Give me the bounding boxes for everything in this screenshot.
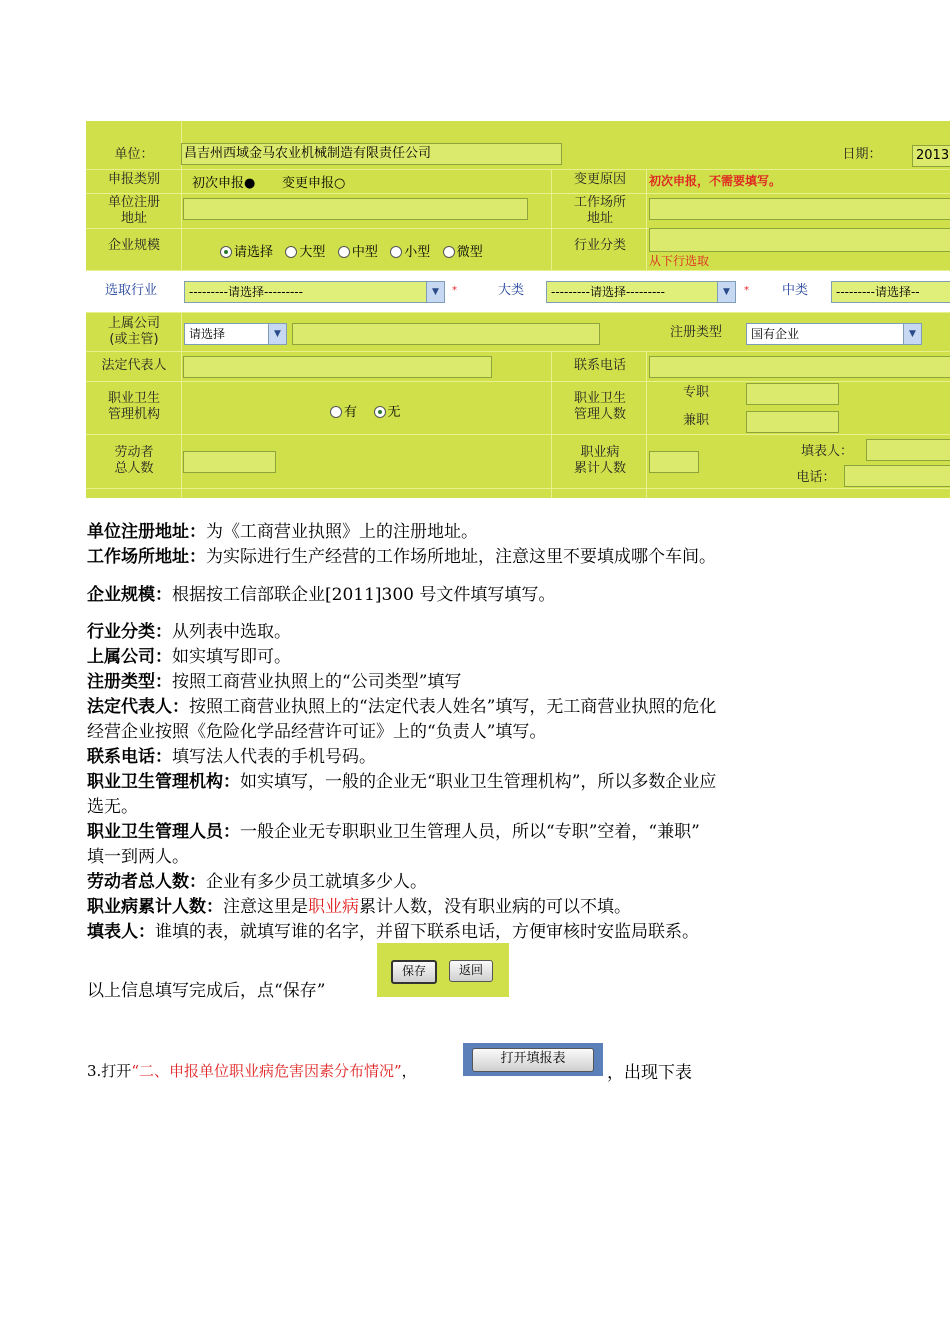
doc-line: 工作场所地址：为实际进行生产经营的工作场所地址，注意这里不要填成哪个车间。 (87, 547, 716, 567)
fulltime-input[interactable] (746, 383, 839, 405)
save-instruction: 以上信息填写完成后，点“保存” (87, 981, 326, 1001)
open-button-screenshot (463, 1043, 603, 1076)
doc-line: 劳动者总人数：企业有多少员工就填多少人。 (87, 872, 427, 892)
legal-rep-label: 法定代表人 (101, 358, 167, 373)
disease-count-label: 职业病 累计人数 (573, 445, 626, 476)
scale-option-select[interactable]: 请选择 (220, 245, 273, 260)
industry-class-note: 从下行选取 (649, 254, 710, 268)
scale-options (220, 241, 483, 260)
phone-label: 联系电话 (573, 358, 626, 373)
doc-line: 填表人：谁填的表，就填写谁的名字，并留下联系电话，方便审核时安监局联系。 (87, 922, 699, 942)
scale-option-small[interactable]: 小型 (390, 245, 430, 260)
reg-address-input[interactable] (183, 198, 528, 220)
date-label: 日期： (842, 147, 882, 162)
doc-line: 单位注册地址：为《工商营业执照》上的注册地址。 (87, 522, 478, 542)
step3-text: 3.打开“二、申报单位职业病危害因素分布情况”， (87, 1062, 417, 1080)
workers-input[interactable] (183, 451, 276, 473)
ohm-org-no-option[interactable]: 无 (374, 405, 401, 420)
parent-company-label: 上属公司 (或主管) (107, 316, 160, 347)
parent-company-input[interactable] (292, 323, 600, 345)
doc-line: 经营企业按照《危险化学品经营许可证》上的“负责人”填写。 (87, 722, 547, 742)
industry-class-label: 行业分类 (573, 238, 626, 253)
doc-line: 注册类型：按照工商营业执照上的“公司类型”填写 (87, 672, 462, 692)
radio-icon (443, 246, 455, 258)
scale-option-medium[interactable]: 中型 (338, 245, 378, 260)
radio-icon (338, 246, 350, 258)
declaration-form (86, 121, 950, 498)
scale-option-micro[interactable]: 微型 (443, 245, 483, 260)
industry-class-input[interactable] (649, 228, 950, 252)
open-form-button[interactable]: 打开填报表 (472, 1048, 594, 1072)
doc-line: 上属公司：如实填写即可。 (87, 647, 291, 667)
step3-tail: ，出现下表 (607, 1063, 692, 1083)
ohm-org-label: 职业卫生 管理机构 (107, 391, 160, 422)
save-buttons-screenshot (377, 943, 509, 997)
workplace-address-label: 工作场所 地址 (573, 195, 626, 226)
workers-label: 劳动者 总人数 (114, 445, 154, 476)
ohm-staff-label: 职业卫生 管理人数 (573, 391, 626, 422)
report-type-label: 申报类别 (107, 172, 160, 187)
reg-type-select[interactable]: 国有企业 ▼ (746, 323, 922, 345)
report-type-change-option[interactable]: 变更申报○ (282, 176, 346, 191)
save-button[interactable]: 保存 (391, 960, 437, 984)
unit-label: 单位： (114, 147, 154, 162)
chevron-down-icon: ▼ (717, 282, 735, 302)
workplace-address-input[interactable] (649, 198, 950, 220)
doc-line: 填一到两人。 (87, 847, 189, 867)
change-reason-note: 初次申报，不需要填写。 (649, 174, 782, 188)
unit-input[interactable]: 昌吉州西域金马农业机械制造有限责任公司 (181, 143, 562, 165)
doc-line: 职业卫生管理人员：一般企业无专职职业卫生管理人员，所以“专职”空着，“兼职” (87, 822, 700, 842)
doc-line: 企业规模：根据按工信部联企业[2011]300 号文件填写填写。 (87, 585, 556, 605)
reg-type-label: 注册类型 (669, 325, 722, 340)
filler-phone-input[interactable] (844, 465, 950, 487)
doc-line: 联系电话：填写法人代表的手机号码。 (87, 747, 376, 767)
filler-phone-label: 电话： (796, 470, 836, 485)
pick-industry-select[interactable]: ---------请选择--------- ▼ (184, 281, 445, 303)
report-type-initial-option[interactable]: 初次申报● (192, 176, 256, 191)
legal-rep-input[interactable] (183, 356, 492, 378)
change-reason-label: 变更原因 (573, 172, 626, 187)
disease-count-input[interactable] (649, 451, 699, 473)
mid-class-select[interactable]: ---------请选择-- (831, 281, 950, 303)
fulltime-label: 专职 (682, 385, 709, 400)
phone-input[interactable] (649, 356, 950, 378)
reg-address-label: 单位注册 地址 (107, 195, 160, 226)
doc-line: 行业分类：从列表中选取。 (87, 622, 291, 642)
scale-option-large[interactable]: 大型 (285, 245, 325, 260)
required-mark: * (452, 285, 457, 296)
chevron-down-icon: ▼ (903, 324, 921, 344)
doc-line: 职业病累计人数：注意这里是职业病累计人数，没有职业病的可以不填。 (87, 897, 631, 917)
doc-line: 选无。 (87, 797, 138, 817)
chevron-down-icon: ▼ (268, 324, 286, 344)
radio-icon (390, 246, 402, 258)
back-button[interactable]: 返回 (449, 960, 493, 982)
pick-industry-label: 选取行业 (104, 283, 157, 298)
doc-line: 法定代表人：按照工商营业执照上的“法定代表人姓名”填写，无工商营业执照的危化 (87, 697, 717, 717)
filler-input[interactable] (866, 439, 950, 461)
parent-company-select[interactable]: 请选择 ▼ (184, 323, 287, 345)
radio-icon (374, 406, 386, 418)
doc-line: 职业卫生管理机构：如实填写，一般的企业无“职业卫生管理机构”，所以多数企业应 (87, 772, 717, 792)
required-mark: * (744, 285, 749, 296)
filler-label: 填表人： (800, 444, 853, 459)
chevron-down-icon: ▼ (426, 282, 444, 302)
date-input[interactable]: 2013 (912, 145, 950, 167)
ohm-org-options (330, 401, 401, 420)
scale-label: 企业规模 (107, 238, 160, 253)
major-class-select[interactable]: ---------请选择--------- ▼ (546, 281, 736, 303)
major-class-label: 大类 (497, 283, 524, 298)
radio-icon (330, 406, 342, 418)
radio-icon (285, 246, 297, 258)
ohm-org-yes-option[interactable]: 有 (330, 405, 357, 420)
parttime-label: 兼职 (682, 413, 709, 428)
radio-icon (220, 246, 232, 258)
parttime-input[interactable] (746, 411, 839, 433)
mid-class-label: 中类 (781, 283, 808, 298)
